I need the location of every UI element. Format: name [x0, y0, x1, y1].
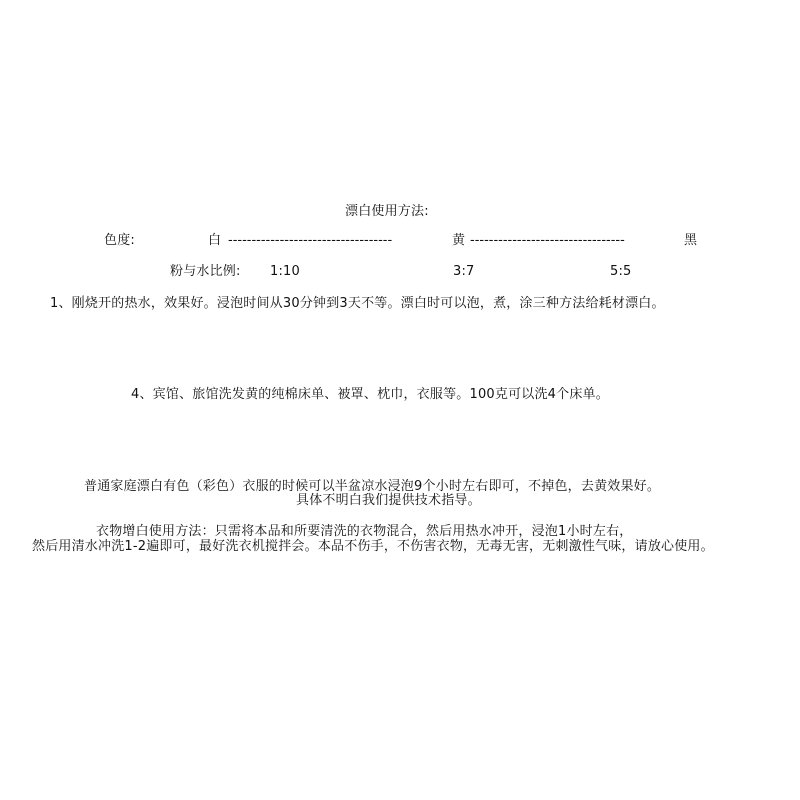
color-scale-label: 色度: [104, 233, 135, 248]
color-scale-dash-left: ----------------------------------- [228, 233, 393, 248]
color-scale-dash-right: --------------------------------- [470, 233, 625, 248]
color-scale-yellow: 黄 [452, 233, 466, 248]
family-instructions-line-2: 具体不明白我们提供技术指导。 [296, 493, 481, 508]
family-instructions-line-1: 普通家庭漂白有色（彩色）衣服的时候可以半盆凉水浸泡9个小时左右即可，不掉色，去黄效果好。 [84, 479, 661, 494]
ratio-value-3: 5:5 [610, 264, 632, 279]
instruction-paragraph-4: 4、宾馆、旅馆洗发黄的纯棉床单、被罩、枕巾，衣服等。100克可以洗4个床单。 [131, 387, 609, 402]
clothes-whitening-line-2: 然后用清水冲洗1-2遍即可，最好洗衣机搅拌会。本品不伤手，不伤害衣物，无毒无害，无刺激性气味，请放心使用。 [32, 539, 714, 554]
ratio-value-1: 1:10 [270, 264, 300, 279]
clothes-whitening-line-1: 衣物增白使用方法：只需将本品和所要清洗的衣物混合，然后用热水冲开，浸泡1小时左右， [96, 524, 633, 539]
color-scale-black: 黑 [684, 233, 698, 248]
document-title: 漂白使用方法: [345, 204, 429, 219]
instruction-paragraph-1: 1、刚烧开的热水，效果好。浸泡时间从30分钟到3天不等。漂白时可以泡，煮，涂三种方法给耗材漂白。 [50, 296, 665, 311]
color-scale-white: 白 [208, 233, 222, 248]
ratio-value-2: 3:7 [453, 264, 475, 279]
ratio-label: 粉与水比例: [170, 264, 241, 279]
